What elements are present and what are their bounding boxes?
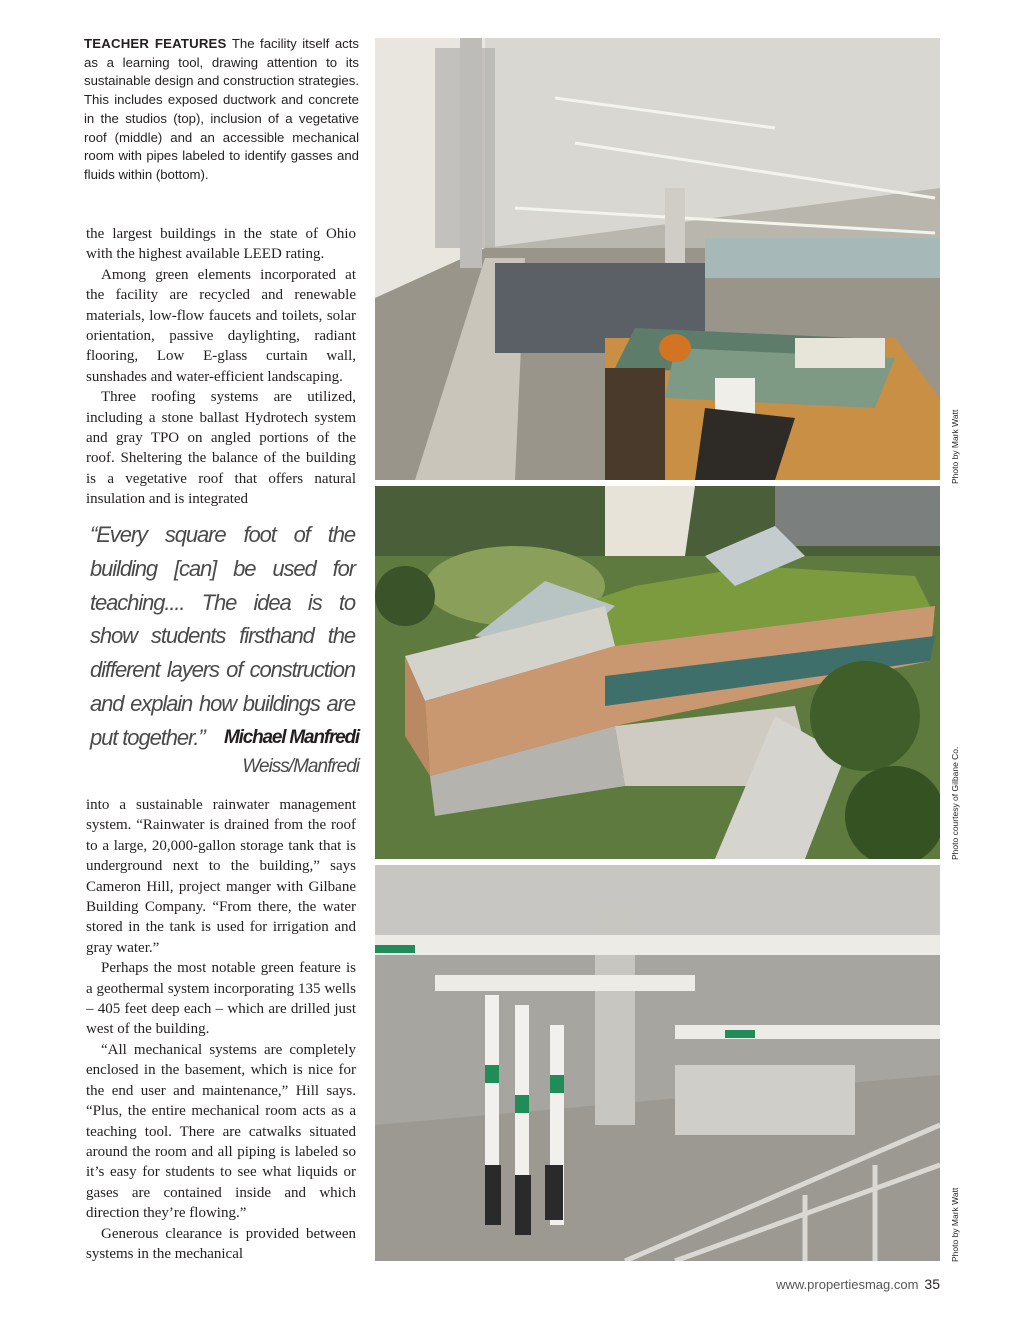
- mechanical-room-photo: [375, 865, 940, 1261]
- body-paragraph: into a sustainable rainwater management system. “Rainwater is drained from the roof to a large, 20,000-gallon storage tank that is underground next to the building,” says Cameron Hill, project manger with Gilbane Building Company. “From there, the water stored in the tank is used for irrigation and gray water.”: [86, 797, 356, 956]
- quote-attribution-name: Michael Manfredi: [224, 727, 359, 748]
- studio-interior-photo: [375, 38, 940, 480]
- body-paragraph: Generous clearance is provided between systems in the mechanical: [86, 1225, 356, 1262]
- quote-attribution-firm: Weiss/Manfredi: [242, 756, 359, 777]
- body-paragraph: Among green elements incorporated at the facility are recycled and renewable materials, low-flow faucets and toilets, solar orientation, passive daylighting, radiant flooring, Low E-glass curtain wall, sunshades and water-efficient landscaping.: [86, 266, 356, 385]
- body-paragraph: the largest buildings in the state of Ohio with the highest available LEED rating.: [86, 226, 356, 263]
- caption-text: The facility itself acts as a learning tool, drawing attention to its sustainable design and construction strategies. This includes exposed ductwork and concrete in the studios (top), inclusion of a vegetative roof (middle) and an accessible mechanical room with pipes labeled to identify gasses and fluids within (bottom).: [84, 36, 360, 182]
- photo-credit-top: Photo by Mark Watt: [950, 409, 960, 484]
- aerial-building-photo: [375, 486, 940, 859]
- photo-caption: [84, 35, 359, 185]
- body-paragraph: Three roofing systems are utilized, including a stone ballast Hydrotech system and gray TPO on angled portions of the roof. Sheltering the balance of the building is a vegetative roof that offers natural insulation and is integrated: [86, 389, 356, 508]
- body-paragraph: Perhaps the most notable green feature is a geothermal system incorporating 135 wells – 405 feet deep each – which are drilled just west of the building.: [86, 960, 356, 1038]
- body-paragraph: “All mechanical systems are completely enclosed in the basement, which is nice for the end user and maintenance,” Hill says. “Plus, the entire mechanical room acts as a teaching tool. There are catwalks situated around the room and all piping is labeled so it’s easy for students to see what liquids or gases are contained inside and which direction they’re flowing.”: [86, 1041, 356, 1222]
- photo-credit-bottom: Photo by Mark Watt: [950, 1187, 960, 1262]
- article-column-bottom: [86, 795, 356, 1264]
- page-number: 35: [924, 1276, 940, 1292]
- article-column-top: [86, 224, 356, 510]
- photo-credit-middle: Photo courtesy of Gilbane Co.: [950, 746, 960, 860]
- caption-heading: TEACHER FEATURES: [84, 36, 227, 51]
- page-footer: [776, 1276, 940, 1292]
- pull-quote: “Every square foot of the building [can] be used for teaching.... The idea is to show students firsthand the different layers of construction and explain how buildings are put together.”: [90, 522, 355, 750]
- footer-url: www.propertiesmag.com: [776, 1277, 919, 1292]
